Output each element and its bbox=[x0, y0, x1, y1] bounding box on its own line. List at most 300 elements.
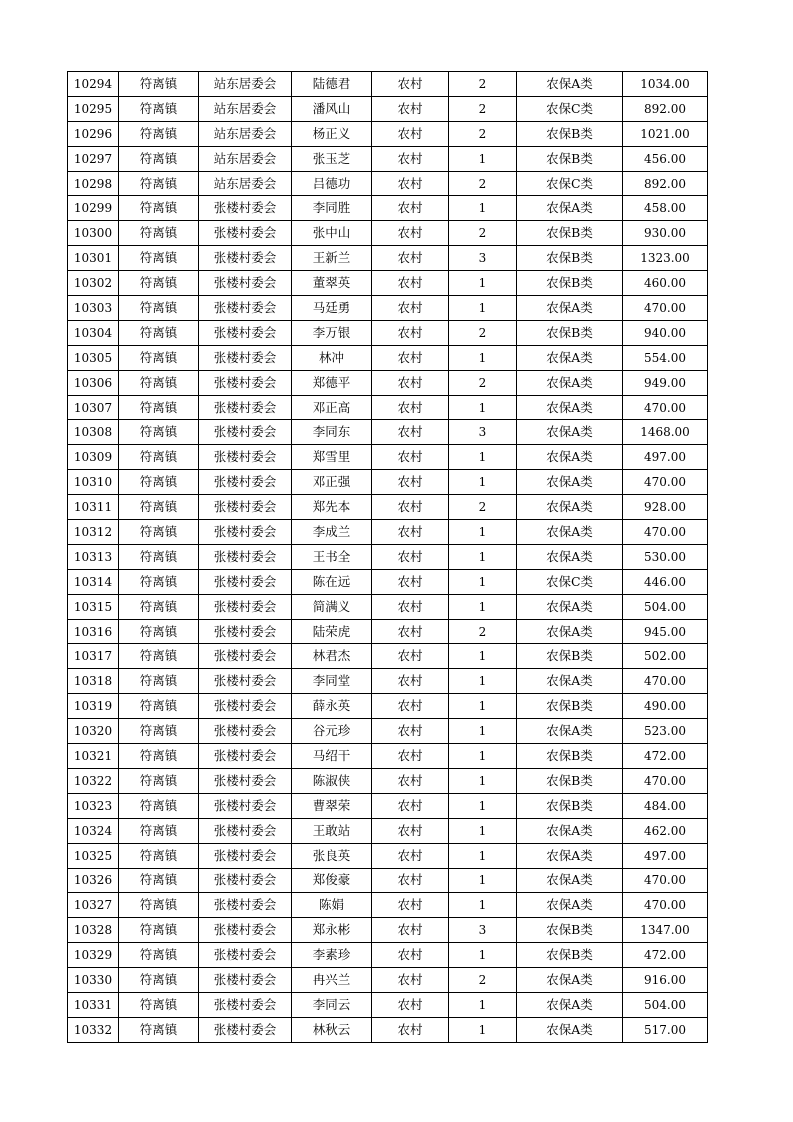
cell-amount: 916.00 bbox=[623, 968, 708, 993]
cell-amount: 458.00 bbox=[623, 196, 708, 221]
cell-id: 10316 bbox=[68, 619, 119, 644]
cell-town: 符离镇 bbox=[119, 96, 199, 121]
cell-id: 10295 bbox=[68, 96, 119, 121]
cell-committee: 站东居委会 bbox=[199, 96, 292, 121]
cell-id: 10324 bbox=[68, 818, 119, 843]
cell-count: 1 bbox=[449, 768, 517, 793]
cell-name: 李素珍 bbox=[292, 943, 372, 968]
cell-committee: 张楼村委会 bbox=[199, 968, 292, 993]
cell-count: 1 bbox=[449, 196, 517, 221]
cell-count: 3 bbox=[449, 420, 517, 445]
cell-committee: 张楼村委会 bbox=[199, 1017, 292, 1042]
cell-name: 林君杰 bbox=[292, 644, 372, 669]
cell-amount: 497.00 bbox=[623, 445, 708, 470]
cell-count: 1 bbox=[449, 694, 517, 719]
cell-area: 农村 bbox=[372, 893, 449, 918]
cell-committee: 站东居委会 bbox=[199, 72, 292, 97]
cell-category: 农保A类 bbox=[517, 992, 623, 1017]
cell-count: 1 bbox=[449, 470, 517, 495]
cell-amount: 470.00 bbox=[623, 893, 708, 918]
cell-count: 1 bbox=[449, 818, 517, 843]
cell-amount: 504.00 bbox=[623, 992, 708, 1017]
cell-name: 马廷勇 bbox=[292, 296, 372, 321]
table-row bbox=[68, 843, 708, 868]
cell-name: 陆荣虎 bbox=[292, 619, 372, 644]
cell-amount: 949.00 bbox=[623, 370, 708, 395]
cell-committee: 张楼村委会 bbox=[199, 619, 292, 644]
cell-committee: 站东居委会 bbox=[199, 146, 292, 171]
cell-count: 2 bbox=[449, 619, 517, 644]
cell-name: 王敢站 bbox=[292, 818, 372, 843]
cell-count: 1 bbox=[449, 669, 517, 694]
cell-amount: 554.00 bbox=[623, 345, 708, 370]
cell-count: 2 bbox=[449, 370, 517, 395]
cell-id: 10304 bbox=[68, 320, 119, 345]
cell-category: 农保A类 bbox=[517, 1017, 623, 1042]
cell-amount: 470.00 bbox=[623, 868, 708, 893]
table-row bbox=[68, 1017, 708, 1042]
cell-committee: 张楼村委会 bbox=[199, 569, 292, 594]
cell-amount: 470.00 bbox=[623, 768, 708, 793]
cell-area: 农村 bbox=[372, 495, 449, 520]
cell-category: 农保B类 bbox=[517, 644, 623, 669]
cell-area: 农村 bbox=[372, 445, 449, 470]
cell-amount: 1034.00 bbox=[623, 72, 708, 97]
table-row bbox=[68, 72, 708, 97]
cell-count: 1 bbox=[449, 744, 517, 769]
cell-count: 1 bbox=[449, 520, 517, 545]
cell-area: 农村 bbox=[372, 843, 449, 868]
records-table bbox=[67, 71, 708, 1043]
cell-category: 农保A类 bbox=[517, 868, 623, 893]
cell-name: 林冲 bbox=[292, 345, 372, 370]
cell-committee: 张楼村委会 bbox=[199, 992, 292, 1017]
cell-amount: 928.00 bbox=[623, 495, 708, 520]
cell-name: 王书全 bbox=[292, 544, 372, 569]
cell-committee: 张楼村委会 bbox=[199, 669, 292, 694]
cell-committee: 张楼村委会 bbox=[199, 694, 292, 719]
cell-id: 10326 bbox=[68, 868, 119, 893]
cell-amount: 504.00 bbox=[623, 594, 708, 619]
cell-amount: 1021.00 bbox=[623, 121, 708, 146]
cell-amount: 523.00 bbox=[623, 719, 708, 744]
table-row bbox=[68, 345, 708, 370]
cell-id: 10298 bbox=[68, 171, 119, 196]
cell-town: 符离镇 bbox=[119, 345, 199, 370]
cell-id: 10321 bbox=[68, 744, 119, 769]
cell-amount: 940.00 bbox=[623, 320, 708, 345]
cell-area: 农村 bbox=[372, 744, 449, 769]
cell-committee: 张楼村委会 bbox=[199, 768, 292, 793]
cell-town: 符离镇 bbox=[119, 669, 199, 694]
table-row bbox=[68, 669, 708, 694]
cell-town: 符离镇 bbox=[119, 72, 199, 97]
cell-committee: 张楼村委会 bbox=[199, 320, 292, 345]
cell-town: 符离镇 bbox=[119, 544, 199, 569]
table-row bbox=[68, 868, 708, 893]
cell-id: 10317 bbox=[68, 644, 119, 669]
cell-town: 符离镇 bbox=[119, 395, 199, 420]
cell-committee: 张楼村委会 bbox=[199, 744, 292, 769]
cell-count: 2 bbox=[449, 171, 517, 196]
cell-category: 农保B类 bbox=[517, 768, 623, 793]
cell-area: 农村 bbox=[372, 296, 449, 321]
cell-name: 杨正义 bbox=[292, 121, 372, 146]
cell-town: 符离镇 bbox=[119, 121, 199, 146]
cell-id: 10302 bbox=[68, 271, 119, 296]
cell-committee: 张楼村委会 bbox=[199, 843, 292, 868]
cell-count: 1 bbox=[449, 868, 517, 893]
cell-count: 1 bbox=[449, 893, 517, 918]
cell-area: 农村 bbox=[372, 818, 449, 843]
cell-town: 符离镇 bbox=[119, 470, 199, 495]
cell-town: 符离镇 bbox=[119, 644, 199, 669]
cell-name: 吕德功 bbox=[292, 171, 372, 196]
cell-name: 郑德平 bbox=[292, 370, 372, 395]
cell-amount: 472.00 bbox=[623, 744, 708, 769]
table-row bbox=[68, 470, 708, 495]
cell-id: 10297 bbox=[68, 146, 119, 171]
cell-name: 郑先本 bbox=[292, 495, 372, 520]
cell-count: 1 bbox=[449, 146, 517, 171]
table-row bbox=[68, 768, 708, 793]
cell-area: 农村 bbox=[372, 271, 449, 296]
cell-area: 农村 bbox=[372, 1017, 449, 1042]
cell-category: 农保A类 bbox=[517, 296, 623, 321]
cell-committee: 张楼村委会 bbox=[199, 818, 292, 843]
cell-name: 郑俊豪 bbox=[292, 868, 372, 893]
cell-town: 符离镇 bbox=[119, 943, 199, 968]
cell-amount: 530.00 bbox=[623, 544, 708, 569]
cell-area: 农村 bbox=[372, 320, 449, 345]
cell-area: 农村 bbox=[372, 196, 449, 221]
cell-count: 1 bbox=[449, 271, 517, 296]
cell-category: 农保A类 bbox=[517, 420, 623, 445]
cell-count: 1 bbox=[449, 395, 517, 420]
table-row bbox=[68, 221, 708, 246]
cell-category: 农保B类 bbox=[517, 121, 623, 146]
cell-area: 农村 bbox=[372, 569, 449, 594]
cell-committee: 张楼村委会 bbox=[199, 221, 292, 246]
cell-category: 农保A类 bbox=[517, 669, 623, 694]
cell-id: 10312 bbox=[68, 520, 119, 545]
cell-count: 2 bbox=[449, 221, 517, 246]
cell-committee: 站东居委会 bbox=[199, 121, 292, 146]
cell-area: 农村 bbox=[372, 669, 449, 694]
cell-id: 10329 bbox=[68, 943, 119, 968]
cell-area: 农村 bbox=[372, 694, 449, 719]
cell-committee: 张楼村委会 bbox=[199, 719, 292, 744]
cell-town: 符离镇 bbox=[119, 569, 199, 594]
cell-town: 符离镇 bbox=[119, 793, 199, 818]
table-row bbox=[68, 793, 708, 818]
cell-town: 符离镇 bbox=[119, 619, 199, 644]
table-row bbox=[68, 744, 708, 769]
table-row bbox=[68, 246, 708, 271]
cell-committee: 张楼村委会 bbox=[199, 793, 292, 818]
cell-committee: 张楼村委会 bbox=[199, 520, 292, 545]
cell-town: 符离镇 bbox=[119, 296, 199, 321]
cell-committee: 张楼村委会 bbox=[199, 395, 292, 420]
cell-name: 邓正强 bbox=[292, 470, 372, 495]
table-row bbox=[68, 495, 708, 520]
cell-amount: 1347.00 bbox=[623, 918, 708, 943]
table-row bbox=[68, 544, 708, 569]
table-row bbox=[68, 520, 708, 545]
cell-count: 1 bbox=[449, 569, 517, 594]
cell-id: 10320 bbox=[68, 719, 119, 744]
cell-committee: 张楼村委会 bbox=[199, 420, 292, 445]
cell-category: 农保A类 bbox=[517, 843, 623, 868]
cell-town: 符离镇 bbox=[119, 868, 199, 893]
cell-committee: 张楼村委会 bbox=[199, 296, 292, 321]
cell-town: 符离镇 bbox=[119, 221, 199, 246]
cell-name: 邓正高 bbox=[292, 395, 372, 420]
cell-category: 农保A类 bbox=[517, 520, 623, 545]
cell-id: 10308 bbox=[68, 420, 119, 445]
table-row bbox=[68, 271, 708, 296]
cell-category: 农保A类 bbox=[517, 495, 623, 520]
cell-id: 10305 bbox=[68, 345, 119, 370]
cell-amount: 892.00 bbox=[623, 96, 708, 121]
table-row bbox=[68, 943, 708, 968]
cell-id: 10327 bbox=[68, 893, 119, 918]
cell-area: 农村 bbox=[372, 96, 449, 121]
cell-name: 张中山 bbox=[292, 221, 372, 246]
cell-id: 10332 bbox=[68, 1017, 119, 1042]
cell-count: 1 bbox=[449, 943, 517, 968]
cell-town: 符离镇 bbox=[119, 694, 199, 719]
cell-committee: 张楼村委会 bbox=[199, 893, 292, 918]
cell-category: 农保B类 bbox=[517, 943, 623, 968]
cell-count: 1 bbox=[449, 992, 517, 1017]
cell-category: 农保A类 bbox=[517, 594, 623, 619]
cell-amount: 456.00 bbox=[623, 146, 708, 171]
table-row bbox=[68, 644, 708, 669]
cell-town: 符离镇 bbox=[119, 968, 199, 993]
table-row bbox=[68, 370, 708, 395]
cell-name: 曹翠荣 bbox=[292, 793, 372, 818]
cell-id: 10307 bbox=[68, 395, 119, 420]
cell-id: 10300 bbox=[68, 221, 119, 246]
cell-category: 农保A类 bbox=[517, 395, 623, 420]
cell-area: 农村 bbox=[372, 121, 449, 146]
cell-name: 李同堂 bbox=[292, 669, 372, 694]
table-row bbox=[68, 320, 708, 345]
cell-area: 农村 bbox=[372, 345, 449, 370]
table-row bbox=[68, 569, 708, 594]
cell-id: 10299 bbox=[68, 196, 119, 221]
cell-id: 10331 bbox=[68, 992, 119, 1017]
cell-area: 农村 bbox=[372, 544, 449, 569]
cell-area: 农村 bbox=[372, 943, 449, 968]
cell-committee: 张楼村委会 bbox=[199, 495, 292, 520]
cell-committee: 张楼村委会 bbox=[199, 868, 292, 893]
cell-id: 10303 bbox=[68, 296, 119, 321]
cell-count: 1 bbox=[449, 445, 517, 470]
cell-town: 符离镇 bbox=[119, 420, 199, 445]
table-row bbox=[68, 146, 708, 171]
table-row bbox=[68, 96, 708, 121]
cell-town: 符离镇 bbox=[119, 271, 199, 296]
cell-id: 10325 bbox=[68, 843, 119, 868]
cell-area: 农村 bbox=[372, 246, 449, 271]
cell-category: 农保B类 bbox=[517, 793, 623, 818]
cell-count: 2 bbox=[449, 121, 517, 146]
table-row bbox=[68, 196, 708, 221]
cell-category: 农保A类 bbox=[517, 196, 623, 221]
cell-name: 郑雪里 bbox=[292, 445, 372, 470]
cell-id: 10309 bbox=[68, 445, 119, 470]
cell-town: 符离镇 bbox=[119, 893, 199, 918]
table-row bbox=[68, 619, 708, 644]
cell-committee: 张楼村委会 bbox=[199, 918, 292, 943]
cell-id: 10322 bbox=[68, 768, 119, 793]
cell-name: 李成兰 bbox=[292, 520, 372, 545]
cell-amount: 446.00 bbox=[623, 569, 708, 594]
cell-id: 10301 bbox=[68, 246, 119, 271]
cell-committee: 张楼村委会 bbox=[199, 943, 292, 968]
cell-town: 符离镇 bbox=[119, 320, 199, 345]
cell-town: 符离镇 bbox=[119, 594, 199, 619]
cell-amount: 945.00 bbox=[623, 619, 708, 644]
cell-amount: 462.00 bbox=[623, 818, 708, 843]
cell-town: 符离镇 bbox=[119, 992, 199, 1017]
cell-category: 农保B类 bbox=[517, 744, 623, 769]
cell-area: 农村 bbox=[372, 370, 449, 395]
cell-amount: 517.00 bbox=[623, 1017, 708, 1042]
cell-town: 符离镇 bbox=[119, 744, 199, 769]
cell-committee: 张楼村委会 bbox=[199, 594, 292, 619]
table-row bbox=[68, 918, 708, 943]
cell-count: 1 bbox=[449, 594, 517, 619]
cell-amount: 1468.00 bbox=[623, 420, 708, 445]
cell-id: 10306 bbox=[68, 370, 119, 395]
cell-count: 2 bbox=[449, 968, 517, 993]
cell-name: 张玉芝 bbox=[292, 146, 372, 171]
cell-amount: 490.00 bbox=[623, 694, 708, 719]
table-row bbox=[68, 395, 708, 420]
cell-amount: 460.00 bbox=[623, 271, 708, 296]
cell-name: 张良英 bbox=[292, 843, 372, 868]
cell-category: 农保A类 bbox=[517, 893, 623, 918]
cell-category: 农保A类 bbox=[517, 719, 623, 744]
cell-area: 农村 bbox=[372, 968, 449, 993]
cell-name: 王新兰 bbox=[292, 246, 372, 271]
cell-area: 农村 bbox=[372, 470, 449, 495]
cell-category: 农保C类 bbox=[517, 171, 623, 196]
cell-amount: 892.00 bbox=[623, 171, 708, 196]
cell-category: 农保B类 bbox=[517, 246, 623, 271]
cell-id: 10323 bbox=[68, 793, 119, 818]
cell-id: 10296 bbox=[68, 121, 119, 146]
cell-committee: 张楼村委会 bbox=[199, 246, 292, 271]
cell-area: 农村 bbox=[372, 520, 449, 545]
cell-name: 李同胜 bbox=[292, 196, 372, 221]
cell-name: 郑永彬 bbox=[292, 918, 372, 943]
cell-area: 农村 bbox=[372, 395, 449, 420]
cell-area: 农村 bbox=[372, 992, 449, 1017]
cell-amount: 470.00 bbox=[623, 470, 708, 495]
cell-count: 3 bbox=[449, 246, 517, 271]
table-row bbox=[68, 296, 708, 321]
table-row bbox=[68, 420, 708, 445]
cell-category: 农保B类 bbox=[517, 918, 623, 943]
cell-area: 农村 bbox=[372, 768, 449, 793]
cell-count: 1 bbox=[449, 544, 517, 569]
cell-area: 农村 bbox=[372, 868, 449, 893]
cell-committee: 张楼村委会 bbox=[199, 644, 292, 669]
cell-area: 农村 bbox=[372, 793, 449, 818]
cell-category: 农保A类 bbox=[517, 72, 623, 97]
cell-area: 农村 bbox=[372, 594, 449, 619]
cell-id: 10294 bbox=[68, 72, 119, 97]
cell-town: 符离镇 bbox=[119, 843, 199, 868]
cell-category: 农保B类 bbox=[517, 320, 623, 345]
cell-category: 农保B类 bbox=[517, 221, 623, 246]
cell-town: 符离镇 bbox=[119, 445, 199, 470]
cell-town: 符离镇 bbox=[119, 818, 199, 843]
cell-amount: 470.00 bbox=[623, 520, 708, 545]
cell-town: 符离镇 bbox=[119, 246, 199, 271]
cell-area: 农村 bbox=[372, 644, 449, 669]
cell-category: 农保B类 bbox=[517, 271, 623, 296]
table-row bbox=[68, 968, 708, 993]
cell-amount: 470.00 bbox=[623, 296, 708, 321]
cell-category: 农保A类 bbox=[517, 544, 623, 569]
cell-amount: 930.00 bbox=[623, 221, 708, 246]
cell-committee: 张楼村委会 bbox=[199, 470, 292, 495]
cell-name: 马绍干 bbox=[292, 744, 372, 769]
cell-count: 2 bbox=[449, 72, 517, 97]
cell-count: 1 bbox=[449, 719, 517, 744]
cell-count: 1 bbox=[449, 644, 517, 669]
cell-count: 1 bbox=[449, 1017, 517, 1042]
table-row bbox=[68, 992, 708, 1017]
cell-category: 农保A类 bbox=[517, 470, 623, 495]
cell-category: 农保C类 bbox=[517, 569, 623, 594]
cell-amount: 497.00 bbox=[623, 843, 708, 868]
cell-id: 10330 bbox=[68, 968, 119, 993]
cell-area: 农村 bbox=[372, 221, 449, 246]
table-row bbox=[68, 121, 708, 146]
cell-town: 符离镇 bbox=[119, 719, 199, 744]
cell-name: 谷元珍 bbox=[292, 719, 372, 744]
cell-count: 2 bbox=[449, 495, 517, 520]
cell-town: 符离镇 bbox=[119, 196, 199, 221]
cell-name: 陈在远 bbox=[292, 569, 372, 594]
cell-committee: 站东居委会 bbox=[199, 171, 292, 196]
cell-town: 符离镇 bbox=[119, 171, 199, 196]
cell-category: 农保B类 bbox=[517, 146, 623, 171]
cell-id: 10313 bbox=[68, 544, 119, 569]
cell-category: 农保A类 bbox=[517, 445, 623, 470]
cell-committee: 张楼村委会 bbox=[199, 345, 292, 370]
cell-id: 10328 bbox=[68, 918, 119, 943]
cell-amount: 470.00 bbox=[623, 395, 708, 420]
cell-count: 1 bbox=[449, 345, 517, 370]
cell-committee: 张楼村委会 bbox=[199, 544, 292, 569]
cell-area: 农村 bbox=[372, 146, 449, 171]
cell-name: 李万银 bbox=[292, 320, 372, 345]
cell-name: 简满义 bbox=[292, 594, 372, 619]
cell-category: 农保A类 bbox=[517, 818, 623, 843]
cell-category: 农保A类 bbox=[517, 619, 623, 644]
cell-name: 林秋云 bbox=[292, 1017, 372, 1042]
cell-committee: 张楼村委会 bbox=[199, 370, 292, 395]
cell-id: 10314 bbox=[68, 569, 119, 594]
table-row bbox=[68, 893, 708, 918]
